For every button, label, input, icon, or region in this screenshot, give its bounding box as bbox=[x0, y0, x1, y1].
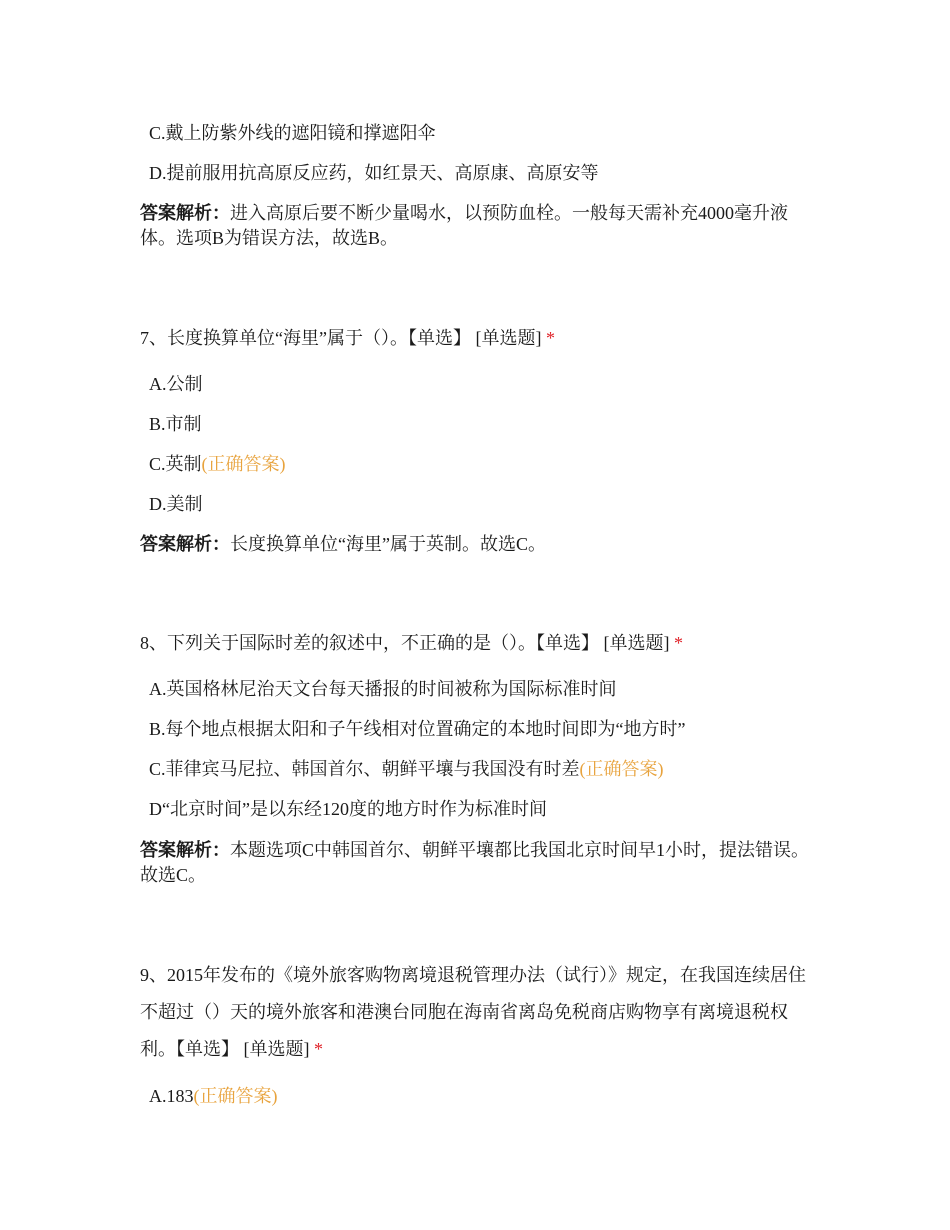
q7-analysis bbox=[140, 532, 815, 557]
q7-option-b[interactable]: B.市制 bbox=[149, 414, 202, 434]
q6-option-c[interactable]: C.戴上防紫外线的遮阳镜和撑遮阳伞 bbox=[149, 123, 436, 143]
analysis-text: 本题选项C中韩国首尔、朝鲜平壤都比我国北京时间早1小时，提法错误。故选C。 bbox=[140, 840, 810, 885]
analysis-text: 长度换算单位“海里”属于英制。故选C。 bbox=[230, 534, 546, 554]
q8-stem: 8、下列关于国际时差的叙述中，不正确的是（）。【单选】 [单选题] * bbox=[140, 633, 683, 653]
q7-option-c[interactable]: C.英制(正确答案) bbox=[149, 454, 286, 474]
required-mark: * bbox=[674, 633, 683, 653]
q8-option-c[interactable]: C.菲律宾马尼拉、韩国首尔、朝鲜平壤与我国没有时差(正确答案) bbox=[149, 759, 664, 779]
q6-option-d[interactable]: D.提前服用抗高原反应药，如红景天、高原康、高原安等 bbox=[149, 163, 599, 183]
analysis-label: 答案解析： bbox=[140, 534, 230, 554]
q8-option-a[interactable]: A.英国格林尼治天文台每天播报的时间被称为国际标准时间 bbox=[149, 679, 617, 699]
q6-analysis bbox=[140, 201, 815, 251]
q8-analysis bbox=[140, 838, 815, 888]
q8-option-d[interactable]: D“北京时间”是以东经120度的地方时作为标准时间 bbox=[149, 799, 547, 819]
correct-answer-tag: (正确答案) bbox=[201, 454, 286, 474]
analysis-label: 答案解析： bbox=[140, 840, 230, 860]
correct-answer-tag: (正确答案) bbox=[579, 759, 664, 779]
q9-stem: 9、2015年发布的《境外旅客购物离境退税管理办法（试行）》规定，在我国连续居住不超过（）天的境外旅客和港澳台同胞在海南省离岛免税商店购物享有离境退税权利。【单选】 [单选题] * bbox=[140, 965, 806, 1059]
correct-answer-tag: (正确答案) bbox=[193, 1086, 278, 1106]
analysis-text: 进入高原后要不断少量喝水，以预防血栓。一般每天需补充4000毫升液体。选项B为错误方法，故选B。 bbox=[140, 203, 788, 248]
analysis-label: 答案解析： bbox=[140, 203, 230, 223]
q7-stem: 7、长度换算单位“海里”属于（）。【单选】 [单选题] * bbox=[140, 328, 555, 348]
required-mark: * bbox=[314, 1039, 323, 1059]
required-mark: * bbox=[545, 328, 555, 348]
q8-option-b[interactable]: B.每个地点根据太阳和子午线相对位置确定的本地时间即为“地方时” bbox=[149, 719, 686, 739]
q7-option-a[interactable]: A.公制 bbox=[149, 374, 203, 394]
q7-option-d[interactable]: D.美制 bbox=[149, 494, 203, 514]
q9-option-a[interactable]: A.183(正确答案) bbox=[149, 1086, 278, 1106]
